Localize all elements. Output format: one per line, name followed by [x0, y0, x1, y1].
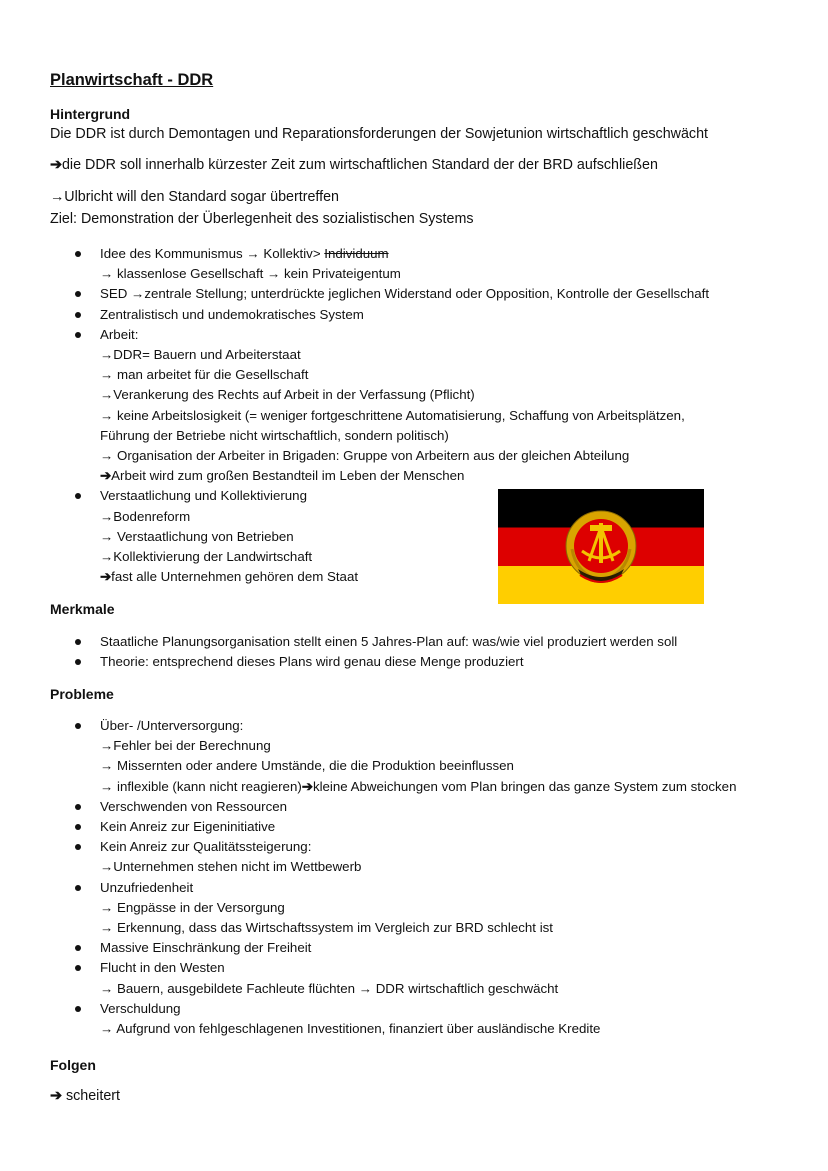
list-item [0, 817, 800, 837]
list-item [0, 632, 800, 652]
bullet-line: Kein Anreiz zur Qualitätssteigerung: [100, 839, 312, 855]
bullet-line: Verschwenden von Ressourcen [100, 798, 288, 814]
bullet-text: Idee des Kommunismus → Kollektiv> [100, 246, 325, 261]
bullet-subline [100, 777, 800, 797]
bullet-line: SED →zentrale Stellung; unterdrückte jeglichen Widerstand oder Opposition, Kontrolle der Gesellschaft [100, 286, 710, 302]
bullet-line: Verschuldung [100, 1000, 181, 1016]
bullet-subline: Führung der Betriebe nicht wirtschaftlich, sondern politisch) [100, 427, 449, 443]
heading-probleme: Probleme [50, 686, 114, 702]
bullet-subline: →Fehler bei der Berechnung [100, 738, 271, 754]
bullet-subline: → Engpässe in der Versorgung [100, 899, 285, 915]
folgen-value: scheitert [65, 1088, 121, 1104]
bullet-subline: → Bauern, ausgebildete Fachleute flüchten → DDR wirtschaftlich geschwächt [100, 980, 559, 996]
ddr-flag-image [498, 489, 704, 604]
bullet-subline: → Verstaatlichung von Betrieben [100, 528, 294, 544]
bullet-subline: → Organisation der Arbeiter in Brigaden: Gruppe von Arbeitern aus der gleichen Abteilung [100, 448, 630, 464]
list-item [0, 878, 800, 939]
bullet-line: Arbeit: [100, 326, 139, 342]
list-item [0, 837, 800, 877]
hintergrund-line-2-text: die DDR soll innerhalb kürzester Zeit zum wirtschaftlichen Standard der der BRD aufschließen [61, 157, 658, 173]
bullet-text: kleine Abweichungen vom Plan bringen das ganze System zum stocken [312, 778, 737, 794]
bullet-text: fast alle Unternehmen gehören dem Staat [111, 569, 359, 585]
bullet-line: Massive Einschränkung der Freiheit [100, 940, 312, 956]
list-item [0, 244, 800, 284]
arrow-icon: → [50, 189, 65, 205]
page-title: Planwirtschaft - DDR [50, 71, 214, 89]
hintergrund-line-3 [50, 189, 339, 205]
bullet-subline: → Aufgrund von fehlgeschlagenen Investitionen, finanziert über ausländische Kredite [100, 1021, 601, 1037]
arrow-icon: ➔ [50, 1088, 62, 1104]
folgen-text [50, 1088, 120, 1104]
bullet-subline: → Missernten oder andere Umstände, die die Produktion beeinflussen [100, 758, 514, 774]
bullet-subline: → man arbeitet für die Gesellschaft [100, 367, 309, 383]
bullet-subline: →Unternehmen stehen nicht im Wettbewerb [100, 859, 362, 875]
bullet-text: → inflexible (kann nicht reagieren) [100, 778, 302, 794]
merkmale-bullet-list [0, 632, 800, 672]
heading-merkmale: Merkmale [50, 601, 115, 617]
list-item [0, 797, 800, 817]
bullet-line: Staatliche Planungsorganisation stellt einen 5 Jahres-Plan auf: was/wie viel produziert werden soll [100, 634, 678, 649]
list-item [0, 999, 800, 1039]
bullet-line: Unzufriedenheit [100, 879, 194, 895]
hintergrund-line-3-text: Ulbricht will den Standard sogar übertreffen [64, 189, 340, 205]
bullet-line: Theorie: entsprechend dieses Plans wird genau diese Menge produziert [100, 654, 524, 670]
hintergrund-line-1: Die DDR ist durch Demontagen und Reparationsforderungen der Sowjetunion wirtschaftlich geschwächt [50, 126, 709, 142]
bullet-line: Über- /Unterversorgung: [100, 718, 244, 733]
bullet-line: Kein Anreiz zur Eigeninitiative [100, 819, 276, 835]
bullet-subline: →Bodenreform [100, 508, 191, 524]
arrow-icon: ➔ [100, 468, 112, 484]
bullet-line: Verstaatlichung und Kollektivierung [100, 488, 307, 504]
bullet-text: Arbeit wird zum großen Bestandteil im Leben der Menschen [111, 468, 465, 484]
bullet-subline [100, 466, 800, 486]
list-item [0, 325, 800, 487]
hintergrund-line-2 [50, 157, 658, 173]
heading-folgen: Folgen [50, 1057, 96, 1073]
list-item [0, 958, 800, 998]
list-item [0, 938, 800, 958]
hintergrund-line-4: Ziel: Demonstration der Überlegenheit des sozialistischen Systems [50, 211, 474, 227]
list-item [0, 716, 800, 797]
list-item [0, 652, 800, 672]
bullet-subline: → keine Arbeitslosigkeit (= weniger fortgeschrittene Automatisierung, Schaffung von Arbeitsplätzen, [100, 407, 685, 423]
bullet-line: Flucht in den Westen [100, 960, 225, 976]
bullet-subline: →DDR= Bauern und Arbeiterstaat [100, 347, 301, 363]
bullet-subline: →Kollektivierung der Landwirtschaft [100, 549, 313, 565]
list-item [0, 284, 800, 304]
heading-hintergrund: Hintergrund [50, 106, 131, 122]
arrow-icon: ➔ [50, 157, 62, 173]
struck-text: Individuum [324, 246, 389, 261]
bullet-subline: → Erkennung, dass das Wirtschaftssystem im Vergleich zur BRD schlecht ist [100, 920, 553, 936]
bullet-line [100, 244, 800, 264]
bullet-line: Zentralistisch und undemokratisches System [100, 306, 364, 322]
arrow-icon: ➔ [100, 569, 112, 585]
bullet-subline: →Verankerung des Rechts auf Arbeit in der Verfassung (Pflicht) [100, 387, 475, 403]
list-item [0, 305, 800, 325]
probleme-bullet-list [0, 716, 800, 1039]
arrow-icon: ➔ [301, 778, 313, 794]
bullet-subline: → klassenlose Gesellschaft → kein Privateigentum [100, 266, 401, 282]
